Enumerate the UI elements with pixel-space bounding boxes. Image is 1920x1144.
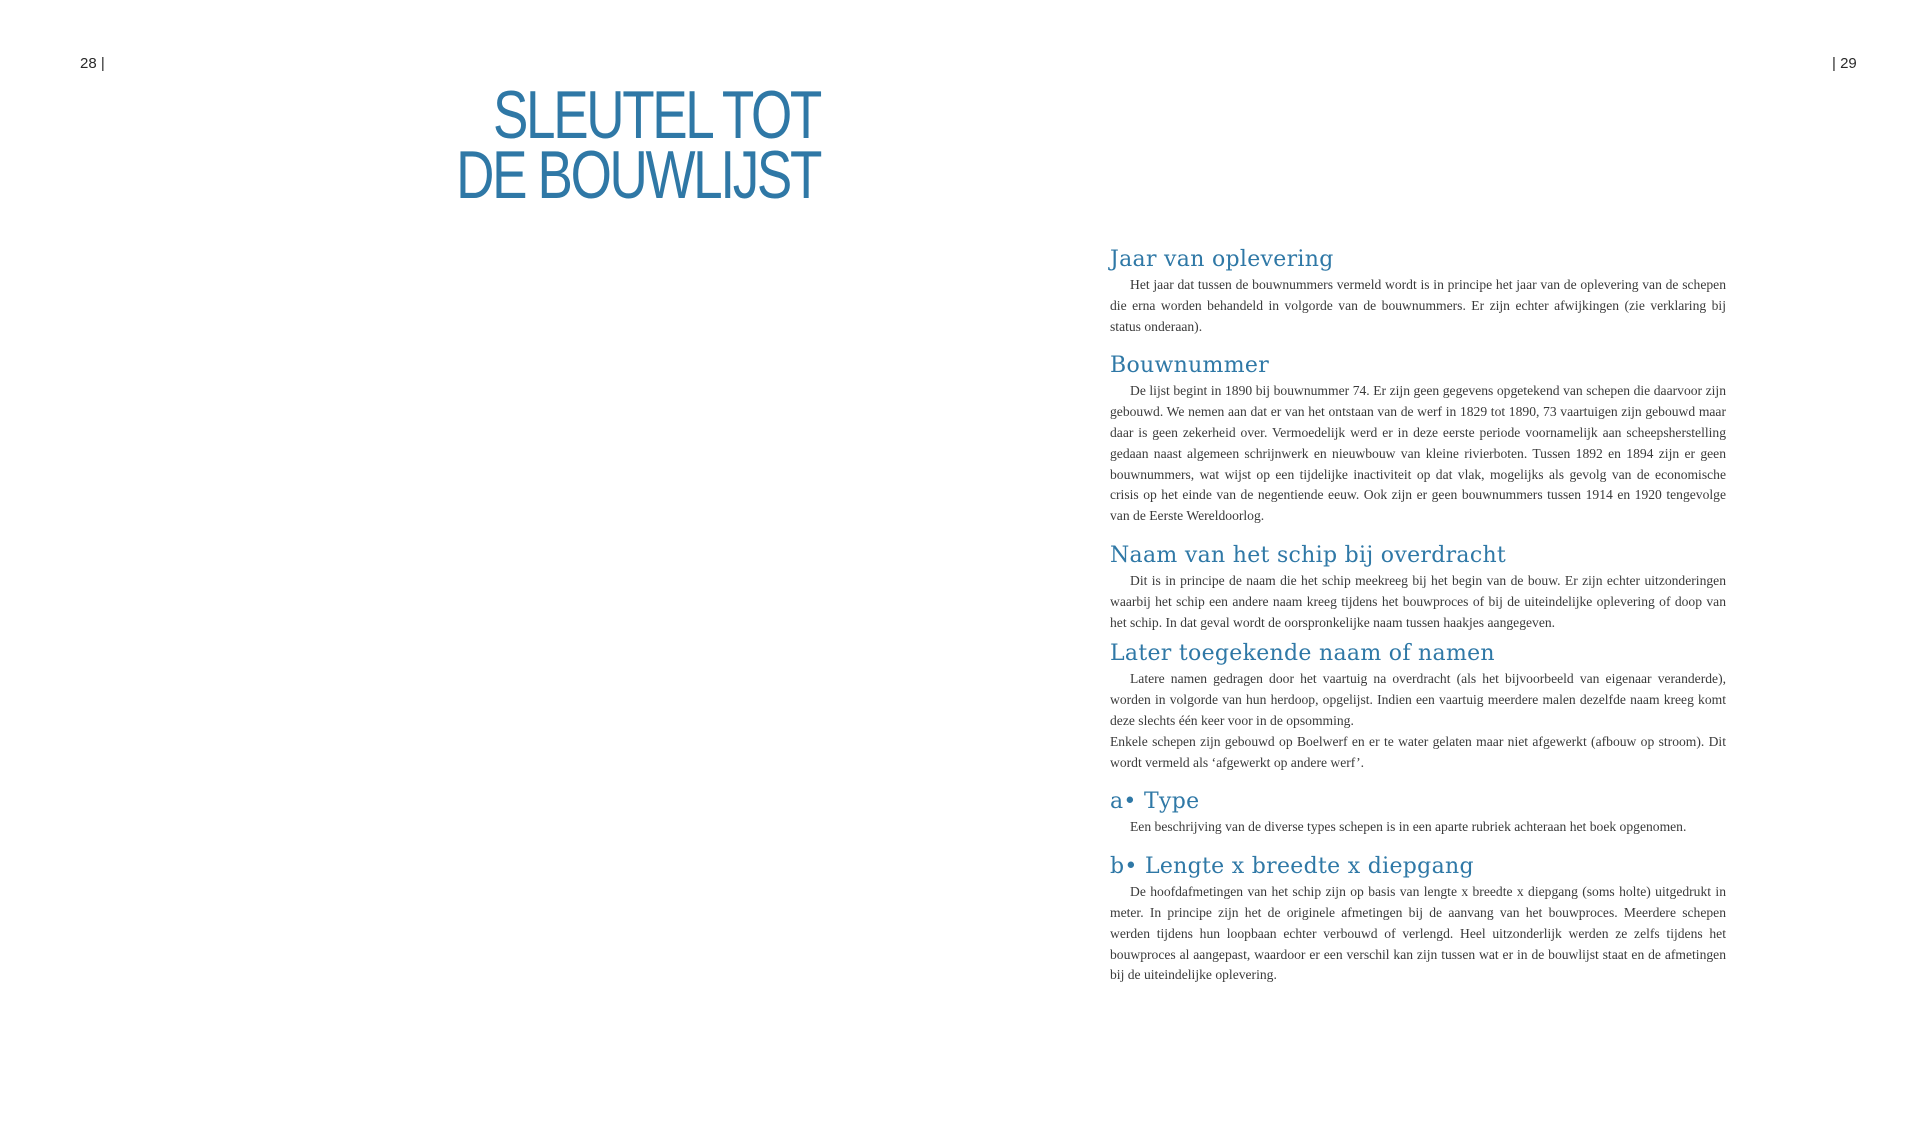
- section-paragraph: Enkele schepen zijn gebouwd op Boelwerf en er te water gelaten maar niet afgewerkt (afbouw op stroom). Dit wordt vermeld als ‘afgewerkt op andere werf’.: [1110, 733, 1726, 770]
- section-paragraph: Een beschrijving van de diverse types schepen is in een aparte rubriek achteraan het boek opgenomen.: [1130, 819, 1687, 835]
- section-paragraph: Dit is in principe de naam die het schip meekreeg bij het begin van de bouw. Er zijn echter uitzonderingen waarbij het schip een andere naam kreeg tijdens het bouwproces of bij de uiteindelijke oplevering of doop van het schip. In dat geval wordt de oorspronkelijke naam tussen haakjes aangegeven.: [1110, 572, 1726, 630]
- title-line-2: DE BOUWLIJST: [456, 137, 820, 213]
- section-heading: Jaar van oplevering: [1110, 247, 1334, 272]
- page-number-left: 28 |: [80, 55, 105, 72]
- section-paragraph: De lijst begint in 1890 bij bouwnummer 74. Er zijn geen gegevens opgetekend van schepen die daarvoor zijn gebouwd. We nemen aan dat er van het ontstaan van de werf in 1829 tot 1890, 73 vaartuigen zijn gebouwd maar daar is geen zekerheid over. Vermoedelijk werd er in deze eerste periode voornamelijk aan scheepsherstelling gedaan naast algemeen schrijnwerk en nieuwbouw van kleine rivierboten. Tussen 1892 en 1894 zijn er geen bouwnummers, wat wijst op een tijdelijke inactiviteit op dat vlak, mogelijks als gevolg van de economische crisis op het einde van de negentiende eeuw. Ook zijn er geen bouwnummers tussen 1914 en 1920 tengevolge van de Eerste Wereldoorlog.: [1110, 383, 1726, 524]
- section-naam-bij-overdracht: [1110, 541, 1726, 633]
- text-column: [1110, 245, 1726, 992]
- page-title: [430, 77, 820, 213]
- section-heading: Naam van het schip bij overdracht: [1110, 542, 1507, 568]
- section-bouwnummer: [1110, 351, 1726, 527]
- section-jaar-van-oplevering: [1110, 245, 1726, 337]
- section-later-toegekende-namen: [1110, 639, 1726, 773]
- section-afmetingen: [1110, 852, 1726, 986]
- title-line-1: SLEUTEL TOT: [492, 77, 820, 153]
- section-heading: Later toegekende naam of namen: [1110, 641, 1495, 667]
- section-paragraph: Latere namen gedragen door het vaartuig na overdracht (als het bijvoorbeeld van eigenaar veranderde), worden in volgorde van hun herdoop, opgelijst. Indien een vaartuig meerdere malen dezelfde naam kreeg komt deze slechts één keer voor in de opsomming.: [1110, 671, 1726, 728]
- section-heading: b• Lengte x breedte x diepgang: [1110, 854, 1474, 880]
- section-heading: Bouwnummer: [1110, 353, 1270, 379]
- section-heading: a• Type: [1110, 789, 1200, 815]
- section-paragraph: De hoofdafmetingen van het schip zijn op basis van lengte x breedte x diepgang (soms holte) uitgedrukt in meter. In principe zijn het de originele afmetingen bij de aanvang van het bouwproces. Meerdere schepen werden tijdens hun loopbaan echter verbouwd of verlengd. Heel uitzonderlijk werden ze zelfs tijdens het bouwproces al aangepast, waardoor er een verschil kan zijn tussen wat er in de bouwlijst staat en de afmetingen bij de uiteindelijke oplevering.: [1110, 884, 1726, 983]
- section-paragraph: Het jaar dat tussen de bouwnummers vermeld wordt is in principe het jaar van de oplevering van de schepen die erna worden behandeld in volgorde van de bouwnummers. Er zijn echter afwijkingen (zie verklaring bij status onderaan).: [1110, 277, 1726, 334]
- page-number-right: | 29: [1832, 55, 1857, 72]
- section-type: [1110, 787, 1726, 838]
